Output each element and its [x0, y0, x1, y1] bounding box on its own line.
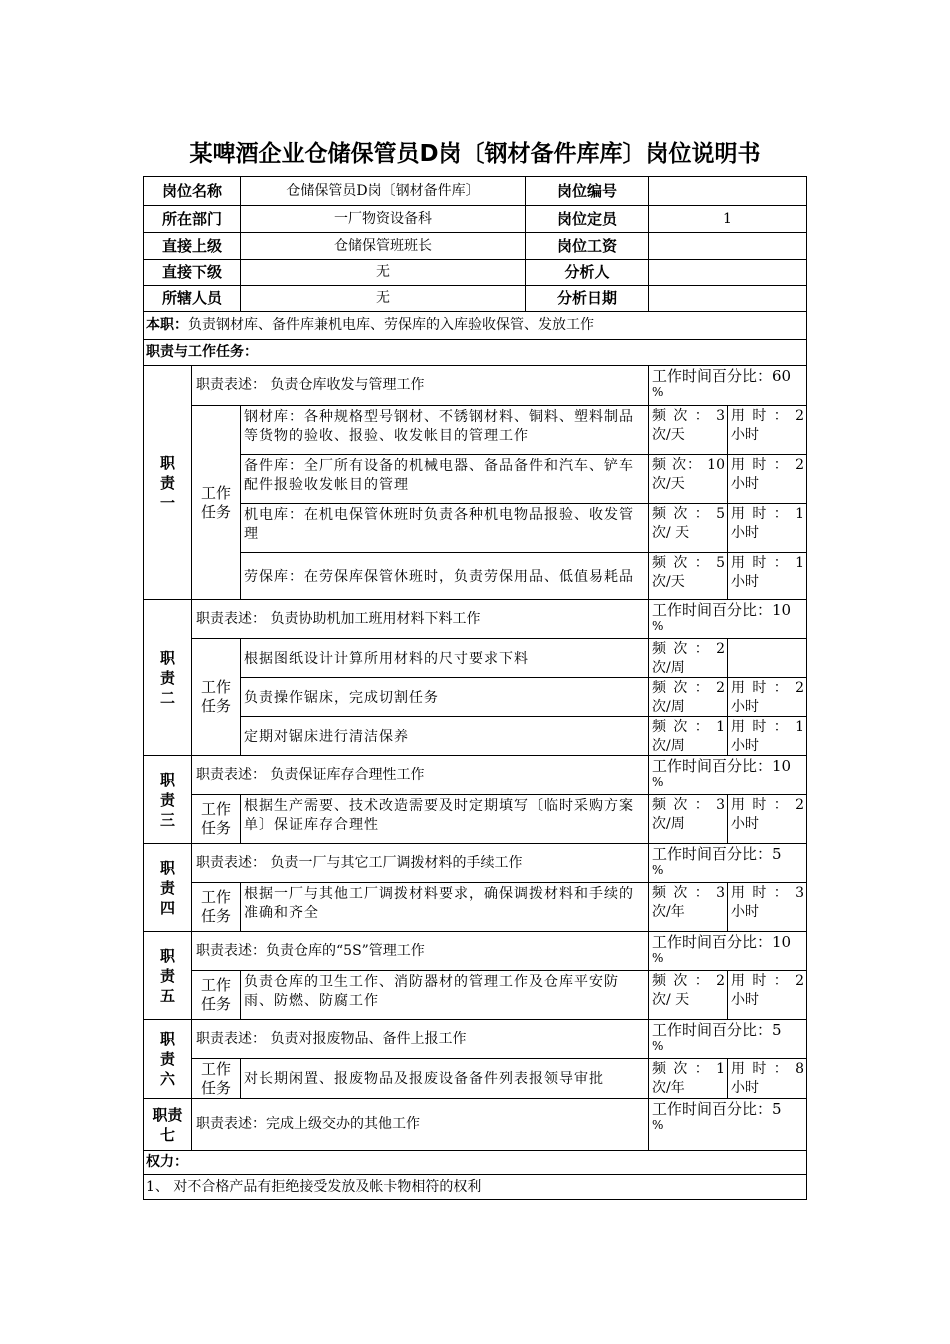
percent-unit: %: [652, 1118, 664, 1132]
duty-name-1: [143, 365, 192, 600]
task-label-3: [191, 794, 241, 844]
label-analyst: 分析人: [525, 259, 649, 286]
percent-unit: %: [652, 775, 664, 789]
duty-name-text: 职责三: [159, 770, 175, 829]
percent-unit: %: [652, 619, 664, 633]
duty-name-4: [143, 843, 192, 932]
task-label-text: 工作任务: [200, 1059, 231, 1097]
task-label-5: [191, 970, 241, 1020]
task-duration: 用 时 ： 2 小时: [727, 970, 807, 1020]
value-post_name: 仓储保管员D岗〔钢材备件库〕: [240, 176, 526, 206]
value-superior: 仓储保管班班长: [240, 232, 526, 260]
duty-time-percent-6: [648, 1019, 807, 1059]
duty-time-percent-1: [648, 365, 807, 406]
task-frequency: 频 次 ： 5 次/ 天: [648, 503, 728, 553]
percent-value: 工作时间百分比：10: [652, 757, 792, 775]
task-frequency: 频 次 ： 3 次/周: [648, 794, 728, 844]
duty-name-text: 职责二: [159, 648, 175, 707]
task-frequency: 频 次 ： 2 次/周: [648, 638, 728, 678]
label-staff: 所辖人员: [143, 285, 241, 312]
task-description: 根据图纸设计计算所用材料的尺寸要求下料: [240, 638, 649, 678]
percent-value: 工作时间百分比：10: [652, 933, 792, 951]
label-salary: 岗位工资: [525, 232, 649, 260]
duty-name-text: 职责一: [159, 453, 175, 512]
duty-name-5: [143, 931, 192, 1020]
percent-unit: %: [652, 951, 664, 965]
percent-value: 工作时间百分比：5: [652, 1100, 782, 1118]
duty-name-2: [143, 599, 192, 756]
task-description: 机电库：在机电保管休班时负责各种机电物品报验、收发管理: [240, 503, 649, 553]
task-label-text: 工作任务: [200, 888, 231, 925]
primary-duty-text: 负责钢材库、备件库兼机电库、劳保库的入库验收保管、发放工作: [188, 317, 594, 333]
task-label-4: [191, 882, 241, 932]
primary-duty-row: [143, 311, 807, 340]
task-description: 劳保库：在劳保库保管休班时，负责劳保用品、低值易耗品: [240, 552, 649, 600]
document-title: 某啤酒企业仓储保管员D岗〔钢材备件库库〕岗位说明书: [189, 141, 761, 167]
duties-heading: 职责与工作任务：: [143, 339, 807, 366]
duty-statement-3: 职责表述： 负责保证库存合理性工作: [191, 755, 649, 795]
task-label-text: 工作任务: [200, 483, 231, 521]
duty-name-7: [143, 1098, 192, 1151]
task-frequency: 频 次 ： 2 次/ 天: [648, 970, 728, 1020]
label-superior: 直接上级: [143, 232, 241, 260]
percent-value: 工作时间百分比：10: [652, 601, 792, 619]
task-frequency: 频 次 ： 3 次/天: [648, 405, 728, 455]
duty-statement-6: 职责表述： 负责对报废物品、备件上报工作: [191, 1019, 649, 1059]
task-label-6: [191, 1058, 241, 1099]
percent-value: 工作时间百分比：5: [652, 1021, 782, 1039]
task-description: 钢材库：各种规格型号钢材、不锈钢材料、铜料、塑料制品等货物的验收、报验、收发帐目的管理工作: [240, 405, 649, 455]
duty-time-percent-5: [648, 931, 807, 971]
label-post_name: 岗位名称: [143, 176, 241, 206]
duty-name-text: 职责四: [159, 858, 175, 917]
duty-statement-7: 职责表述：完成上级交办的其他工作: [191, 1098, 649, 1151]
task-duration: 用 时 ： 3 小时: [727, 882, 807, 932]
percent-unit: %: [652, 1039, 664, 1053]
task-duration: 用 时 ： 1 小时: [727, 552, 807, 600]
task-description: 根据一厂与其他工厂调拨材料要求，确保调拨材料和手续的准确和齐全: [240, 882, 649, 932]
label-quota: 岗位定员: [525, 205, 649, 233]
task-description: 根据生产需要、技术改造需要及时定期填写〔临时采购方案单〕保证库存合理性: [240, 794, 649, 844]
task-duration: 用 时 ： 1 小时: [727, 503, 807, 553]
duty-name-6: [143, 1019, 192, 1099]
task-description: 负责操作锯床，完成切割任务: [240, 677, 649, 717]
label-subordinate: 直接下级: [143, 259, 241, 286]
value-date: [648, 285, 807, 312]
duty-statement-1: 职责表述： 负责仓库收发与管理工作: [191, 365, 649, 406]
value-dept: 一厂物资设备科: [240, 205, 526, 233]
task-duration: 用 时 ： 2 小时: [727, 454, 807, 504]
task-frequency: 频 次 ： 3 次/年: [648, 882, 728, 932]
task-duration: 用 时 ： 2 小时: [727, 794, 807, 844]
value-post_no: [648, 176, 807, 206]
task-label-text: 工作任务: [200, 976, 231, 1013]
duty-name-3: [143, 755, 192, 844]
task-description: 对长期闲置、报废物品及报废设备备件列表报领导审批: [240, 1058, 649, 1099]
value-staff: 无: [240, 285, 526, 312]
task-label-1: [191, 405, 241, 600]
duty-time-percent-3: [648, 755, 807, 795]
task-duration: 用 时 ： 1 小时: [727, 716, 807, 756]
label-dept: 所在部门: [143, 205, 241, 233]
task-frequency: 频 次 ： 5 次/天: [648, 552, 728, 600]
task-label-2: [191, 638, 241, 756]
duty-time-percent-4: [648, 843, 807, 883]
task-description: 定期对锯床进行清洁保养: [240, 716, 649, 756]
task-duration: 用 时 ： 8 小时: [727, 1058, 807, 1099]
percent-unit: %: [652, 863, 664, 877]
power-heading: 权力：: [143, 1150, 807, 1175]
task-frequency: 频 次 ： 1 次/周: [648, 716, 728, 756]
value-analyst: [648, 259, 807, 286]
power-item: 1、 对不合格产品有拒绝接受发放及帐卡物相符的权利: [143, 1174, 807, 1200]
duty-time-percent-7: [648, 1098, 807, 1151]
duty-time-percent-2: [648, 599, 807, 639]
percent-unit: %: [652, 385, 664, 399]
value-salary: [648, 232, 807, 260]
task-description: 备件库：全厂所有设备的机械电器、备品备件和汽车、铲车配件报验收发帐目的管理: [240, 454, 649, 504]
task-frequency: 频 次 ： 1 次/年: [648, 1058, 728, 1099]
percent-value: 工作时间百分比：5: [652, 845, 782, 863]
duty-name-text: 职责七: [152, 1105, 183, 1144]
primary-duty-label: 本职：: [146, 317, 188, 333]
value-quota: 1: [648, 205, 807, 233]
task-frequency: 频 次 ： 2 次/周: [648, 677, 728, 717]
label-date: 分析日期: [525, 285, 649, 312]
task-label-text: 工作任务: [200, 800, 231, 837]
duty-statement-2: 职责表述： 负责协助机加工班用材料下料工作: [191, 599, 649, 639]
task-frequency: 频 次： 10 次/天: [648, 454, 728, 504]
task-label-text: 工作任务: [200, 678, 231, 715]
label-post_no: 岗位编号: [525, 176, 649, 206]
value-subordinate: 无: [240, 259, 526, 286]
task-description: 负责仓库的卫生工作、消防器材的管理工作及仓库平安防雨、防燃、防腐工作: [240, 970, 649, 1020]
duty-name-text: 职责六: [159, 1030, 175, 1088]
duty-name-text: 职责五: [159, 946, 175, 1005]
task-duration: 用 时 ： 2 小时: [727, 405, 807, 455]
task-duration: 用 时 ： 2 小时: [727, 677, 807, 717]
duty-statement-5: 职责表述：负责仓库的“5S”管理工作: [191, 931, 649, 971]
percent-value: 工作时间百分比：60: [652, 367, 792, 385]
task-duration: [727, 638, 807, 678]
duty-statement-4: 职责表述： 负责一厂与其它工厂调拨材料的手续工作: [191, 843, 649, 883]
